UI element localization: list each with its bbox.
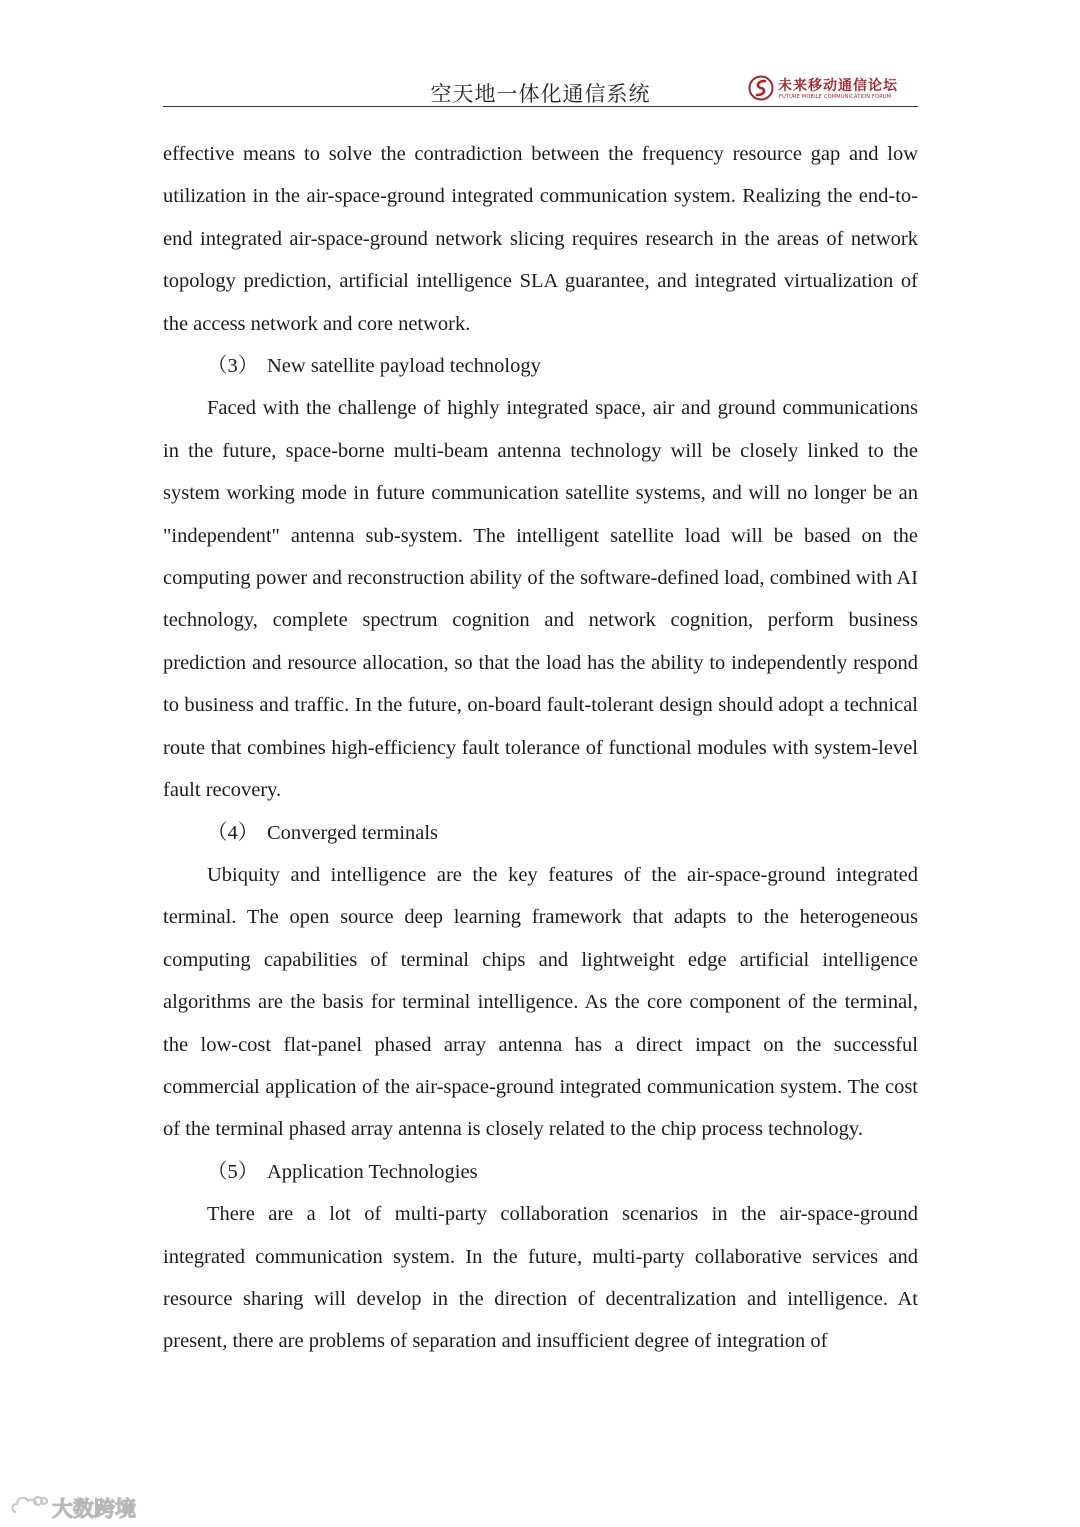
section-number: （3） (207, 355, 259, 378)
section-heading-5 (163, 1151, 918, 1193)
section-title: Converged terminals (267, 821, 438, 844)
section-number: （4） (207, 821, 259, 844)
paragraph: Faced with the challenge of highly integrated space, air and ground communications in the future, space-borne multi-beam antenna technology will be closely linked to the system working mode in future communication satellite systems, and will no longer be an "independent" antenna sub-system. The intelligent satellite load will be based on the computing power and reconstruction ability of the software-defined load, combined with AI technology, complete spectrum cognition and network cognition, perform business prediction and resource allocation, so that the load has the ability to independently respond to business and traffic. In the future, on-board fault-tolerant design should adopt a technical route that combines high-efficiency fault tolerance of functional modules with system-level fault recovery. (163, 397, 918, 802)
logo-english-text: FUTURE MOBILE COMMUNICATION FORUM (779, 94, 892, 100)
section-title: Application Technologies (267, 1160, 478, 1183)
body-text (163, 133, 918, 1363)
header-title: 空天地一体化通信系统 (430, 82, 651, 106)
logo-chinese-text: 未来移动通信论坛 (778, 78, 898, 94)
section-title: New satellite payload technology (267, 355, 541, 378)
forum-logo-icon (748, 75, 774, 101)
paragraph: Ubiquity and intelligence are the key features of the air-space-ground integrated terminal. The open source deep learning framework that adapts to the heterogeneous computing capabilities of terminal chips and lightweight edge artificial intelligence algorithms are the basis for terminal intelligence. As the core component of the terminal, the low-cost flat-panel phased array antenna has a direct impact on the successful commercial application of the air-space-ground integrated communication system. The cost of the terminal phased array antenna is closely related to the chip process technology. (163, 863, 918, 1141)
watermark (10, 1490, 150, 1520)
watermark-text: 大数跨境 (52, 1497, 136, 1521)
forum-logo (748, 74, 923, 104)
paragraph: effective means to solve the contradiction between the frequency resource gap and low utilization in the air-space-ground integrated communication system. Realizing the end-to-end integrated air-space-ground network slicing requires research in the areas of network topology prediction, artificial intelligence SLA guarantee, and integrated virtualization of the access network and core network. (163, 143, 918, 335)
section-heading-3 (163, 345, 918, 387)
section-heading-4 (163, 812, 918, 854)
paragraph: There are a lot of multi-party collaboration scenarios in the air-space-ground integrated communication system. In the future, multi-party collaborative services and resource sharing will develop in the direction of decentralization and intelligence. At present, there are problems of separation and insufficient degree of integration of (163, 1203, 918, 1353)
header-divider (163, 106, 918, 107)
section-number: （5） (207, 1160, 259, 1183)
cloud-logo-icon (10, 1492, 48, 1516)
